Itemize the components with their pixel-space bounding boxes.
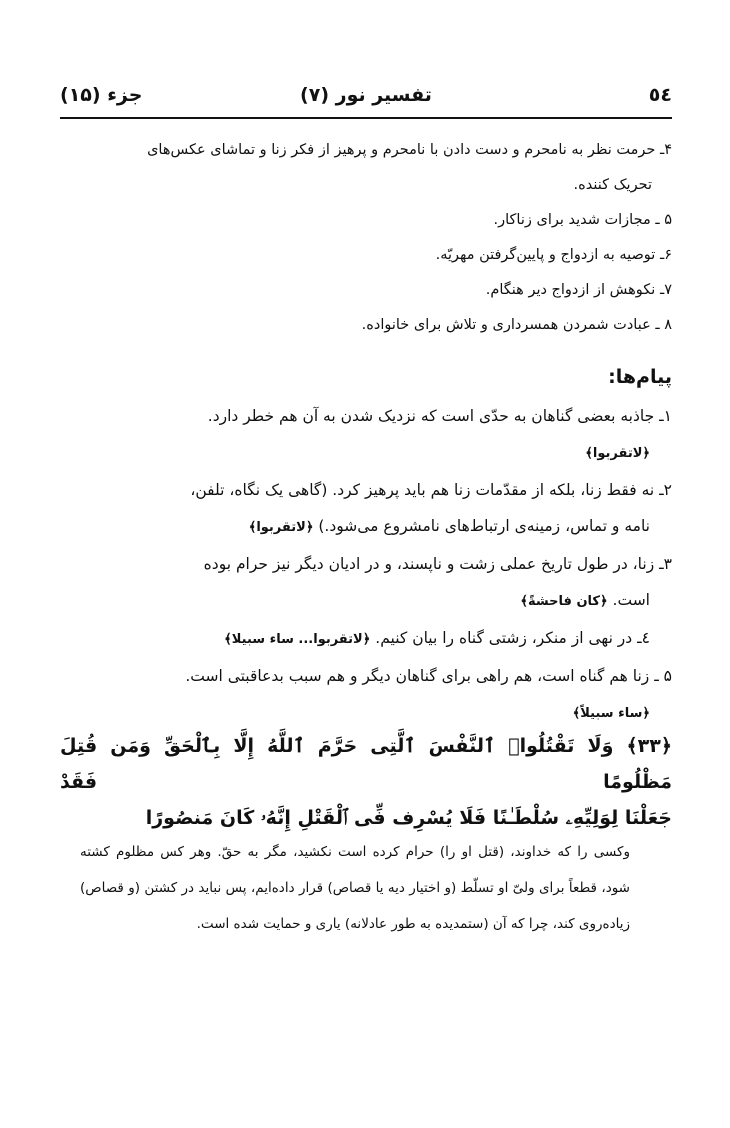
list-item-continuation: تحریک کننده.: [573, 177, 652, 193]
verse-reference: ﴿ساء سبیلاً﴾: [572, 706, 650, 721]
juz-label: جزء (۱۵): [60, 84, 143, 106]
list-item: ۲ـ نه فقط زنا، بلکه از مقدّمات زنا هم باید پرهیز کرد. (گاهی یک نگاه، تلفن،: [190, 481, 672, 499]
header-rule: [60, 117, 672, 119]
list-item: ۵ ـ مجازات شدید برای زناکار.: [493, 212, 672, 228]
list-item: ۸ ـ عبادت شمردن همسرداری و تلاش برای خانواده.: [361, 317, 672, 333]
verse-line-1: ﴿۳۳﴾ وَلَا تَقْتُلُوا۟ ٱلنَّفْسَ ٱلَّتِى حَرَّمَ ٱللَّهُ إِلَّا بِٱلْحَقِّ وَمَن قُتِلَ مَظْلُومًا فَقَدْ: [60, 735, 672, 793]
list-item: ۶ـ توصیه به ازدواج و پایین‌گرفتن مهریّه.: [435, 247, 672, 263]
list-item: ٤ـ در نهی از منکر، زشتی گناه را بیان کنیم. ﴿لاتقربوا... ساء سبیلا﴾: [224, 629, 650, 647]
verse-reference: ﴿کان فاحشةً﴾: [520, 594, 608, 609]
list-item-continuation: [70, 694, 672, 732]
list-item-continuation: نامه و تماس، زمینه‌ی ارتباط‌های نامشروع می‌شود.) ﴿لاتقربوا﴾: [248, 517, 650, 535]
messages-list: [70, 398, 672, 732]
list-item: ۴ـ حرمت نظر به نامحرم و دست دادن با نامحرم و پرهیز از فکر زنا و تماشای عکس‌های: [147, 142, 672, 158]
list-item: ۷ـ نکوهش از ازدواج دیر هنگام.: [485, 282, 672, 298]
list-item: ۵ ـ زنا هم گناه است، هم راهی برای گناهان دیگر و هم سبب بدعاقبتی است.: [185, 667, 672, 685]
verse-line-2: جَعَلْنَا لِوَلِيِّهِۦ سُلْطَـٰنًا فَلَا يُسْرِف فِّى ٱلْقَتْلِ إِنَّهُۥ كَانَ مَنصُورًا: [145, 807, 672, 829]
verse-translation: وکسی را که خداوند، (قتل او را) حرام کرده است نکشید، مگر به حقّ. وهر کس مظلوم کشته شود، قطعاً برای ولیّ او تسلّط (و اختیار دیه یا قصاص) قرار داده‌ایم، پس نباید در کشتن (و قصاص) زیاده‌روی کند، چرا که آن (ستمدیده به طور عادلانه) یاری و حمایت شده است.: [80, 844, 630, 932]
verse-reference: ﴿لاتقربوا﴾: [248, 520, 314, 535]
lessons-list: [70, 133, 672, 343]
page-header: [60, 84, 672, 114]
list-item: ۱ـ جاذبه بعضی گناهان به حدّی است که نزدیک شدن به آن هم خطر دارد.: [207, 407, 672, 425]
quran-verse: [60, 728, 672, 836]
verse-reference: ﴿لاتقربوا﴾: [585, 446, 650, 461]
messages-heading: پیام‌ها:: [608, 366, 672, 388]
verse-reference: ﴿لاتقربوا... ساء سبیلا﴾: [224, 632, 371, 647]
list-item: ۳ـ زنا، در طول تاریخ عملی زشت و ناپسند، و در ادیان دیگر نیز حرام بوده: [203, 555, 672, 573]
book-title: تفسیر نور (۷): [300, 84, 432, 106]
page-number: ٥٤: [648, 84, 672, 106]
list-item-continuation: است. ﴿کان فاحشةً﴾: [520, 591, 650, 609]
list-item-continuation: [70, 434, 672, 472]
